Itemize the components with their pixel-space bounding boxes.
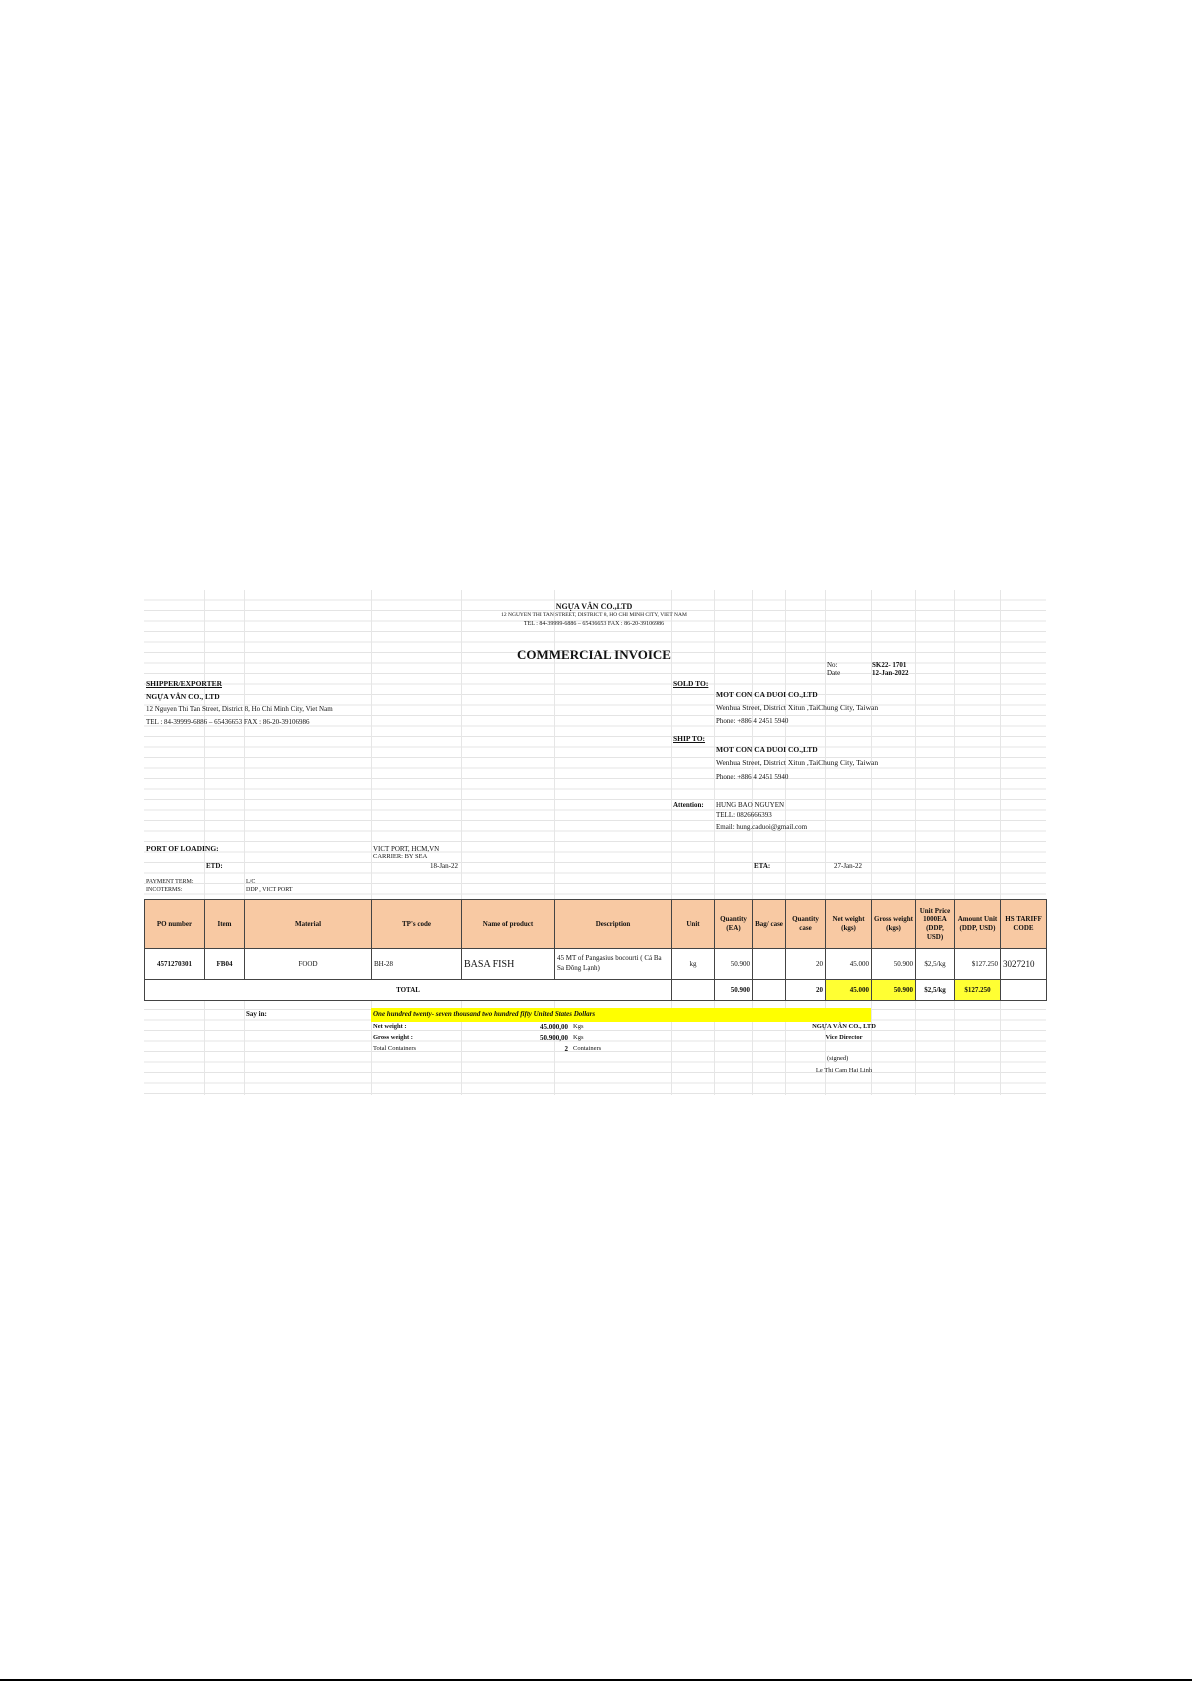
header-gross-weight: Gross weight (kgs): [872, 900, 916, 949]
total-containers-label: Total Containers: [373, 1045, 417, 1052]
total-unit-empty: [672, 980, 715, 1001]
payment-term-label: PAYMENT TERM:: [146, 879, 194, 885]
invoice-date-label: Date: [827, 669, 841, 677]
header-hs-code: HS TARIFF CODE: [1001, 900, 1047, 949]
cell-hs-code: 3027210: [1001, 949, 1047, 980]
eta-label: ETA:: [754, 862, 771, 870]
header-product-name: Name of product: [462, 900, 555, 949]
total-net-weight: 45.000: [826, 980, 872, 1001]
table-row: [145, 949, 1047, 980]
grid-line: [204, 590, 205, 1095]
header-tp-code: TP's code: [372, 900, 462, 949]
total-gross-weight: 50.900: [872, 980, 916, 1001]
invoice-sheet: [144, 590, 1046, 1095]
signature-position: Vice Director: [825, 1034, 863, 1041]
net-weight-label: Net weight :: [373, 1023, 407, 1030]
carrier: CARRIER: BY SEA: [373, 853, 428, 860]
sold-to-name: MOT CON CA DUOI CO.,LTD: [716, 690, 818, 699]
total-hs-empty: [1001, 980, 1047, 1001]
header-unit: Unit: [672, 900, 715, 949]
total-unit-price: $2,5/kg: [916, 980, 955, 1001]
port-of-loading: VICT PORT, HCM,VN: [373, 845, 440, 853]
cell-po-number: 4571270301: [145, 949, 205, 980]
ship-to-address: Wenhua Street, District Xitun ,TaiChung City, Taiwan: [716, 758, 879, 767]
header-amount: Amount Unit (DDP, USD): [955, 900, 1001, 949]
header-quantity-case: Quantity case: [786, 900, 826, 949]
sold-to-heading: SOLD TO:: [673, 679, 709, 688]
total-containers-unit: Containers: [573, 1045, 602, 1052]
net-weight-unit: Kgs: [573, 1023, 584, 1030]
cell-tp-code: BH-28: [372, 949, 462, 980]
total-label: TOTAL: [145, 980, 672, 1001]
cell-description: 45 MT of Pangasius bocourti ( Cá Ba Sa Đông Lạnh): [555, 949, 672, 980]
incoterms-label: INCOTERMS:: [146, 887, 183, 893]
grid-line: [915, 590, 916, 1095]
invoice-no: SK22- 1701: [872, 661, 907, 669]
shipper-address: 12 Nguyen Thi Tan Street, District 8, Ho Chi Minh City, Viet Nam: [146, 705, 333, 713]
cell-quantity: 50.900: [715, 949, 753, 980]
say-in-amount: One hundred twenty- seven thousand two hundred fifty United States Dollars: [373, 1010, 596, 1018]
attention-label: Attention:: [673, 801, 704, 809]
grid-line: [954, 590, 955, 1095]
signatory-name: Le Thi Cam Hai Linh: [815, 1067, 873, 1074]
cell-amount: $127.250: [955, 949, 1001, 980]
header-po-number: PO number: [145, 900, 205, 949]
total-quantity-case: 20: [786, 980, 826, 1001]
page-footer-line: [0, 1679, 1192, 1681]
sold-to-phone: Phone: +886 4 2451 5940: [716, 717, 789, 725]
cell-product-name: BASA FISH: [462, 949, 555, 980]
invoice-no-label: No:: [827, 661, 838, 669]
header-item: Item: [205, 900, 245, 949]
table-total-row: [145, 980, 1047, 1001]
say-in-label: Say in:: [246, 1010, 267, 1018]
signature-company: NGỰA VÂN CO., LTD: [812, 1023, 876, 1030]
cell-item: FB04: [205, 949, 245, 980]
eta-value: 27-Jan-22: [834, 862, 862, 870]
cell-net-weight: 45.000: [826, 949, 872, 980]
gross-weight-label: Gross weight :: [373, 1034, 413, 1041]
company-name: NGỰA VÂN CO.,LTD: [555, 602, 633, 611]
signature-status: (signed): [827, 1055, 849, 1062]
attention-email: Email: hung.caduoi@gmail.com: [716, 823, 808, 831]
attention-name: HUNG BAO NGUYEN: [716, 801, 785, 809]
invoice-table: [144, 899, 1047, 1001]
cell-unit-price: $2,5/kg: [916, 949, 955, 980]
ship-to-phone: Phone: +886 4 2451 5940: [716, 773, 789, 781]
table-header-row: [145, 900, 1047, 949]
incoterms: DDP , VICT PORT: [246, 887, 293, 893]
cell-material: FOOD: [245, 949, 372, 980]
company-address: 12 NGUYEN THI TAN STREET, DISTRICT 8, HO CHI MINH CITY, VIET NAM: [501, 612, 687, 618]
header-unit-price: Unit Price 1000EA (DDP, USD): [916, 900, 955, 949]
etd-label: ETD:: [206, 862, 223, 870]
port-of-loading-label: PORT OF LOADING:: [146, 844, 219, 853]
company-contact: TEL : 84-39999-6886 – 65436653 FAX : 86-20-39106986: [523, 621, 665, 627]
payment-term: L/C: [246, 879, 256, 885]
document-title: COMMERCIAL INVOICE: [517, 647, 671, 662]
cell-quantity-case: 20: [786, 949, 826, 980]
header-material: Material: [245, 900, 372, 949]
shipper-heading: SHIPPER/EXPORTER: [146, 679, 222, 688]
etd-value: 18-Jan-22: [430, 862, 458, 870]
total-quantity: 50.900: [715, 980, 753, 1001]
cell-bag-case: [753, 949, 786, 980]
header-quantity: Quantity (EA): [715, 900, 753, 949]
gross-weight-unit: Kgs: [573, 1034, 584, 1041]
cell-gross-weight: 50.900: [872, 949, 916, 980]
grid-line: [244, 590, 245, 1095]
sold-to-address: Wenhua Street, District Xitun ,TaiChung City, Taiwan: [716, 703, 879, 712]
grid-line: [1000, 590, 1001, 1095]
shipper-contact: TEL : 84-39999-6886 – 65436653 FAX : 86-20-39106986: [146, 718, 310, 726]
shipper-name: NGỰA VÂN CO., LTD: [146, 692, 220, 701]
ship-to-name: MOT CON CA DUOI CO.,LTD: [716, 745, 818, 754]
header-bag-case: Bag/ case: [753, 900, 786, 949]
total-amount: $127.250: [955, 980, 1001, 1001]
net-weight-value: 45.000,00: [540, 1023, 568, 1031]
ship-to-heading: SHIP TO:: [673, 734, 706, 743]
header-net-weight: Net weight (kgs): [826, 900, 872, 949]
cell-unit: kg: [672, 949, 715, 980]
total-bag-empty: [753, 980, 786, 1001]
gross-weight-value: 50.900,00: [540, 1034, 568, 1042]
invoice-date: 12-Jan-2022: [872, 669, 909, 677]
header-description: Description: [555, 900, 672, 949]
attention-tel: TELL: 0826666393: [716, 811, 772, 819]
total-containers-value: 2: [564, 1045, 568, 1053]
